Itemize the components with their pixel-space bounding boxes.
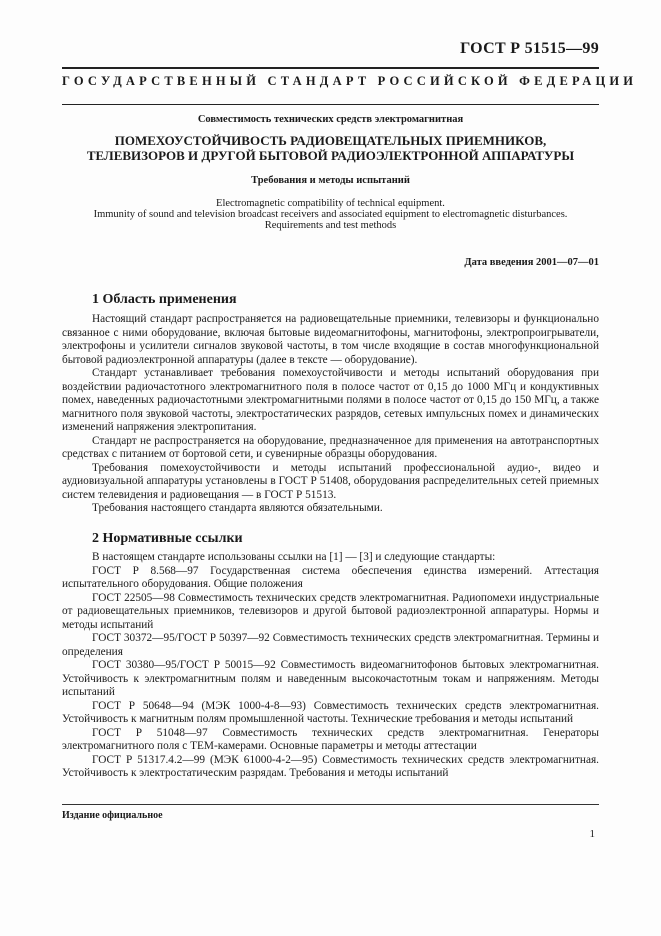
document-main-title (62, 133, 599, 163)
reference-item: ГОСТ Р 50648—94 (МЭК 1000-4-8—93) Совместимость технических средств электромагнитная. Устойчивость к магнитным полям промышленной частоты. Технические требования и методы испытаний (62, 699, 599, 725)
requirements-subtitle: Требования и методы испытаний (251, 175, 410, 186)
english-title-line-2: Immunity of sound and television broadcast receivers and associated equipment to electromagnetic disturbances. (93, 209, 568, 220)
page-number: 1 (589, 828, 595, 840)
main-title-line-2: ТЕЛЕВИЗОРОВ И ДРУГОЙ БЫТОВОЙ РАДИОЭЛЕКТРОННОЙ АППАРАТУРЫ (86, 148, 575, 163)
compatibility-subtitle: Совместимость технических средств электромагнитная (197, 114, 464, 125)
section-1-body (62, 313, 599, 516)
paragraph: Требования помехоустойчивости и методы испытаний профессиональной аудио-, видео и аудиовизуальной аппаратуры установлены в ГОСТ Р 51408, оборудования распределительных сетей приемных систем телевидения и радиовещания — в ГОСТ Р 51513. (62, 461, 599, 501)
english-title-line-1: Electromagnetic compatibility of technical equipment. (216, 198, 445, 209)
reference-item: ГОСТ 30380—95/ГОСТ Р 50015—92 Совместимость видеомагнитофонов бытовых электромагнитная. Устойчивость к электромагнитным полям и наведенным высокочастотным токам и напряжениям. Методы испытаний (62, 659, 599, 698)
paragraph: Настоящий стандарт распространяется на радиовещательные приемники, телевизоры и функционально связанное с ними оборудование, включая бытовые видеомагнитофоны, магнитофоны, электропроигрыватели, электрофоны и усилители сигналов звуковой частоты, в том числе входящие в состав многофункциональной бытовой радиоэлектронной аппаратуры (далее в тексте — оборудование). (62, 313, 599, 366)
section-2-body (62, 551, 599, 781)
state-standard-title: ГОСУДАРСТВЕННЫЙ СТАНДАРТ РОССИЙСКОЙ ФЕДЕРАЦИИ (62, 74, 638, 88)
main-title-line-1: ПОМЕХОУСТОЙЧИВОСТЬ РАДИОВЕЩАТЕЛЬНЫХ ПРИЕМНИКОВ, (114, 133, 547, 148)
official-edition-label: Издание официальное (62, 810, 163, 821)
english-title-line-3: Requirements and test methods (264, 220, 397, 231)
paragraph: В настоящем стандарте использованы ссылки на [1] — [3] и следующие стандарты: (92, 551, 496, 563)
paragraph: Требования настоящего стандарта являются обязательными. (92, 502, 383, 514)
header-rule-bottom (62, 104, 599, 105)
paragraph: Стандарт устанавливает требования помехоустойчивости и методы испытаний оборудования при воздействии радиочастотного электромагнитного поля в полосе частот от 0,15 до 1000 МГц и кондуктивных помех, наведенных радиочастотными электромагнитными полями в полосе частот от 0,15 до 150 МГц, а также магнитного поля звуковой частоты, электростатических разрядов, сетевых импульсных помех и динамических изменений напряжения электропитания. (62, 367, 599, 433)
standard-number: ГОСТ Р 51515—99 (460, 40, 599, 57)
reference-item: ГОСТ 22505—98 Совместимость технических средств электромагнитная. Радиопомехи индустриальные от радиовещательных приемников, телевизоров и другой бытовой радиоэлектронной аппаратуры. Нормы и методы испытаний (62, 591, 599, 631)
reference-item: ГОСТ 30372—95/ГОСТ Р 50397—92 Совместимость технических средств электромагнитная. Термины и определения (62, 632, 599, 658)
reference-item: ГОСТ Р 51317.4.2—99 (МЭК 61000-4-2—95) Совместимость технических средств электромагнитная. Устойчивость к электростатическим разрядам. Требования и методы испытаний (62, 753, 599, 779)
header-rule-top (62, 67, 599, 69)
reference-item: ГОСТ Р 51048—97 Совместимость технических средств электромагнитная. Генераторы электромагнитного поля с ТЕМ-камерами. Основные параметры и методы аттестации (62, 726, 599, 752)
section-2-heading: 2 Нормативные ссылки (92, 531, 243, 546)
english-title (62, 198, 599, 231)
footer-rule (62, 804, 599, 805)
section-1-heading: 1 Область применения (92, 292, 237, 307)
paragraph: Стандарт не распространяется на оборудование, предназначенное для применения на автотранспортных средствах с питанием от бортовой сети, и сувенирные образцы оборудования. (62, 434, 599, 460)
introduction-date: Дата введения 2001—07—01 (464, 257, 599, 268)
reference-item: ГОСТ Р 8.568—97 Государственная система обеспечения единства измерений. Аттестация испытательного оборудования. Общие положения (62, 564, 599, 590)
